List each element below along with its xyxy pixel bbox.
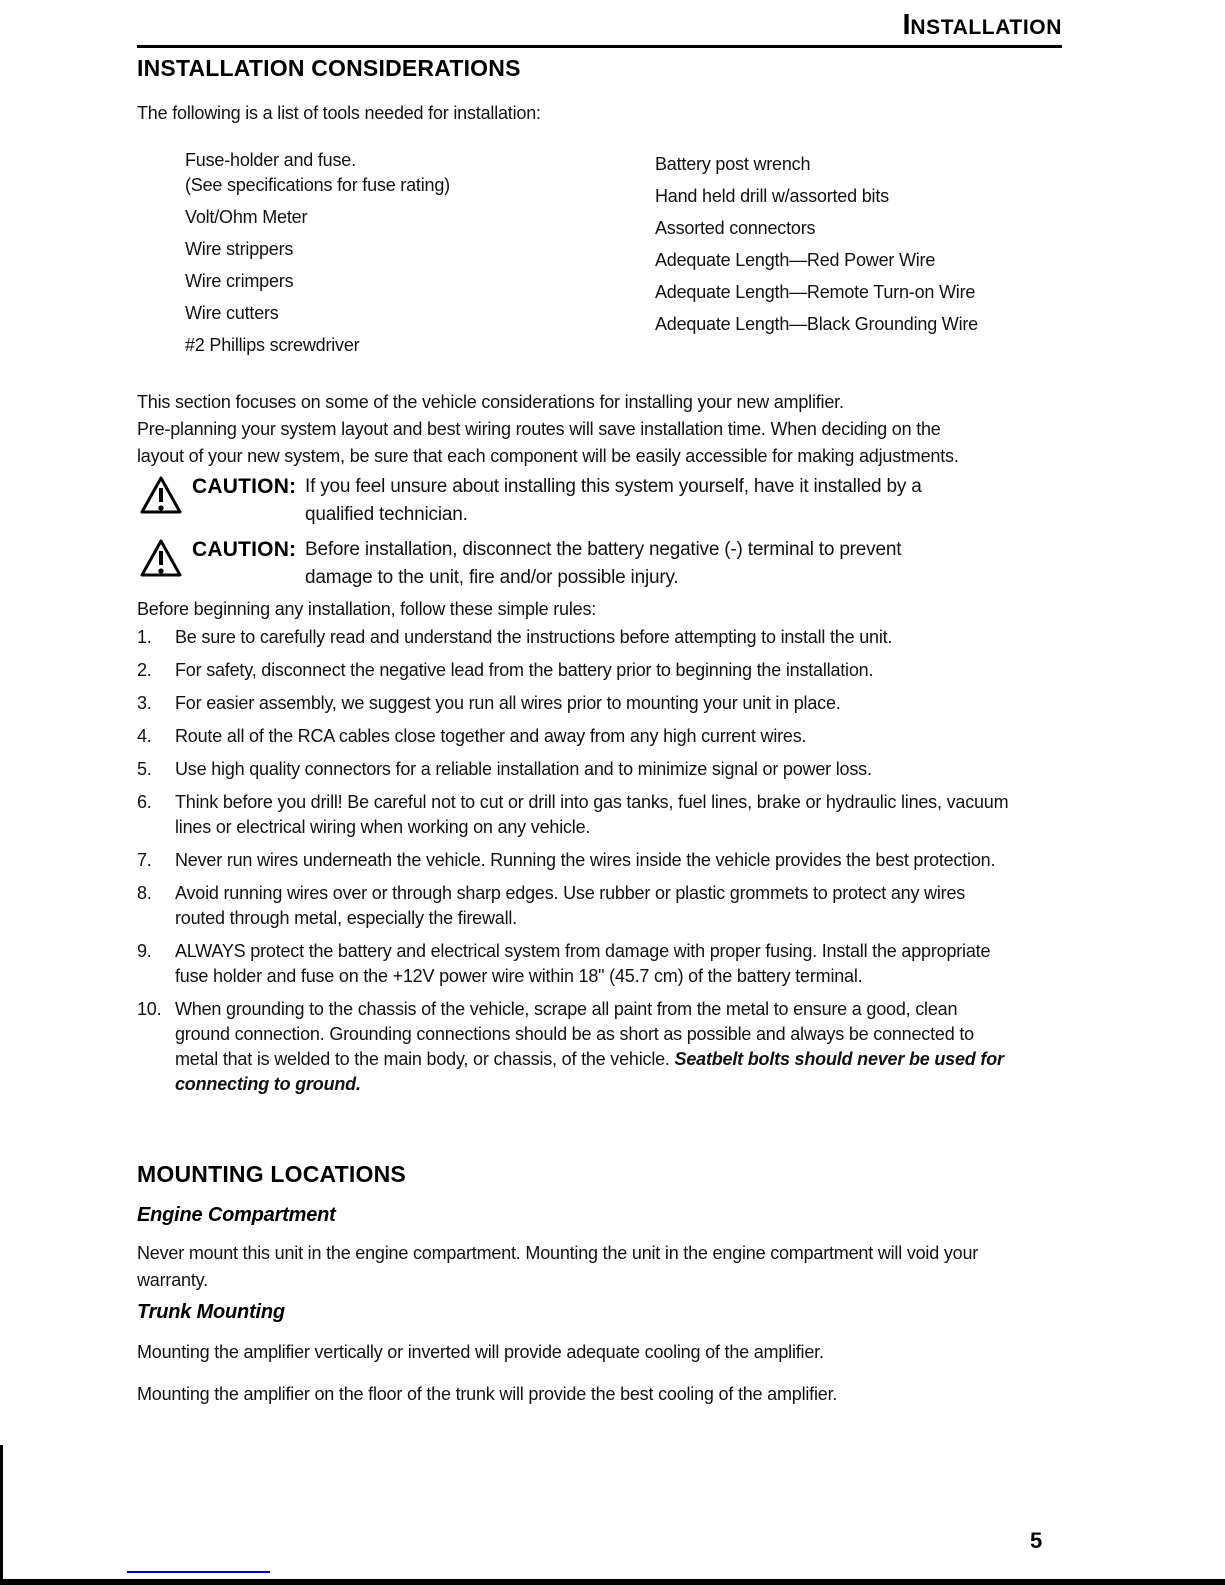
rule-item [137,658,1009,683]
caution-label: CAUTION: [192,475,297,498]
footer-link-underline [127,1571,270,1573]
rule-text: When grounding to the chassis of the vehicle, scrape all paint from the metal to ensure a good, clean ground connection. Grounding connections should be as short as possible and always be connected to metal that is welded to the main body, or chassis, of the vehicle. [175,999,974,1069]
section-heading-installation-considerations: INSTALLATION CONSIDERATIONS [137,55,521,81]
tool-item: Wire strippers [185,239,294,259]
rule-text: Avoid running wires over or through sharp edges. Use rubber or plastic grommets to protect any wires routed through metal, especially the firewall. [175,883,966,928]
running-header-initial: I [902,9,911,41]
tool-item: Assorted connectors [655,218,816,238]
paragraph-line: layout of your new system, be sure that each component will be easily accessible for making adjustments. [137,446,959,466]
paragraph-line: Pre-planning your system layout and best wiring routes will save installation time. When deciding on the [137,419,941,439]
rules-intro-text: Before beginning any installation, follow these simple rules: [137,599,597,619]
rule-item [137,997,1009,1097]
trunk-mounting-text-2: Mounting the amplifier on the floor of the trunk will provide the best cooling of the amplifier. [137,1384,838,1404]
rule-item [137,848,1009,873]
rule-text: ALWAYS protect the battery and electrical system from damage with proper fusing. Install the appropriate fuse holder and fuse on the +12V power wire within 18" (45.7 cm) of the battery terminal. [175,941,991,986]
caution-line: If you feel unsure about installing this system yourself, have it installed by a [305,476,922,497]
rule-item [137,790,1009,840]
vehicle-considerations-paragraph [137,389,959,470]
rule-number: 1. [137,627,152,647]
scan-edge-left [0,1445,3,1585]
caution-block-installer [137,473,1045,529]
tool-item: #2 Phillips screwdriver [185,335,360,355]
section-heading-mounting-locations: MOUNTING LOCATIONS [137,1161,406,1187]
running-header-rest: NSTALLATION [910,16,1062,39]
rule-text: Route all of the RCA cables close together and away from any high current wires. [175,726,807,746]
tool-item: Battery post wrench [655,154,811,174]
caution-text [305,473,1045,529]
tool-item: Wire crimpers [185,271,294,291]
rule-number: 9. [137,941,152,961]
subheading-engine-compartment: Engine Compartment [137,1204,336,1226]
caution-line: qualified technician. [305,504,468,525]
caution-text [305,536,1045,592]
rule-number: 2. [137,660,152,680]
rule-item [137,757,1009,782]
rule-number: 4. [137,726,152,746]
tools-list [185,148,978,365]
warning-triangle-icon [139,538,183,585]
tool-item: Hand held drill w/assorted bits [655,186,889,206]
paragraph-line: This section focuses on some of the vehicle considerations for installing your new amplifier. [137,392,844,412]
rule-item [137,881,1009,931]
tools-list-left-column [185,148,655,365]
caution-line: damage to the unit, fire and/or possible injury. [305,567,679,588]
caution-label: CAUTION: [192,538,297,561]
tools-intro-text: The following is a list of tools needed for installation: [137,103,541,123]
caution-line: Before installation, disconnect the battery negative (-) terminal to prevent [305,539,902,560]
rule-item [137,939,1009,989]
rule-number: 6. [137,792,152,812]
rule-text: For safety, disconnect the negative lead from the battery prior to beginning the installation. [175,660,874,680]
rule-text-emphasis: Seatbelt bolts should never be used for connecting to ground. [175,1049,1004,1094]
trunk-mounting-text-1: Mounting the amplifier vertically or inverted will provide adequate cooling of the amplifier. [137,1342,824,1362]
rule-number: 5. [137,759,152,779]
caution-block-battery [137,536,1045,592]
header-rule [137,45,1062,48]
rule-text: Use high quality connectors for a reliable installation and to minimize signal or power loss. [175,759,872,779]
engine-compartment-text: Never mount this unit in the engine compartment. Mounting the unit in the engine compartment will void your warranty. [137,1243,979,1290]
rule-number: 10. [137,999,162,1019]
tool-item: Fuse-holder and fuse. [185,150,356,170]
scan-edge-bottom [0,1579,1225,1585]
rule-number: 7. [137,850,152,870]
tools-list-right-column [655,148,978,365]
rule-text: Never run wires underneath the vehicle. Running the wires inside the vehicle provides the best protection. [175,850,996,870]
installation-rules-list [137,625,1009,1105]
tool-item: Wire cutters [185,303,279,323]
rule-text: Be sure to carefully read and understand the instructions before attempting to install the unit. [175,627,893,647]
tool-item: Adequate Length—Remote Turn-on Wire [655,282,976,302]
tool-item: Adequate Length—Black Grounding Wire [655,314,978,334]
rule-item [137,625,1009,650]
rule-number: 3. [137,693,152,713]
running-header-title [903,10,1063,48]
rule-item [137,724,1009,749]
tool-item: (See specifications for fuse rating) [185,175,450,195]
page-number: 5 [1030,1528,1043,1553]
rule-item [137,691,1009,716]
rule-text: For easier assembly, we suggest you run all wires prior to mounting your unit in place. [175,693,841,713]
tool-item: Adequate Length—Red Power Wire [655,250,936,270]
subheading-trunk-mounting: Trunk Mounting [137,1301,285,1323]
warning-triangle-icon [139,475,183,522]
tool-item: Volt/Ohm Meter [185,207,308,227]
rule-text: Think before you drill! Be careful not to cut or drill into gas tanks, fuel lines, brake or hydraulic lines, vacuum lines or electrical wiring when working on any vehicle. [175,792,1009,837]
rule-number: 8. [137,883,152,903]
